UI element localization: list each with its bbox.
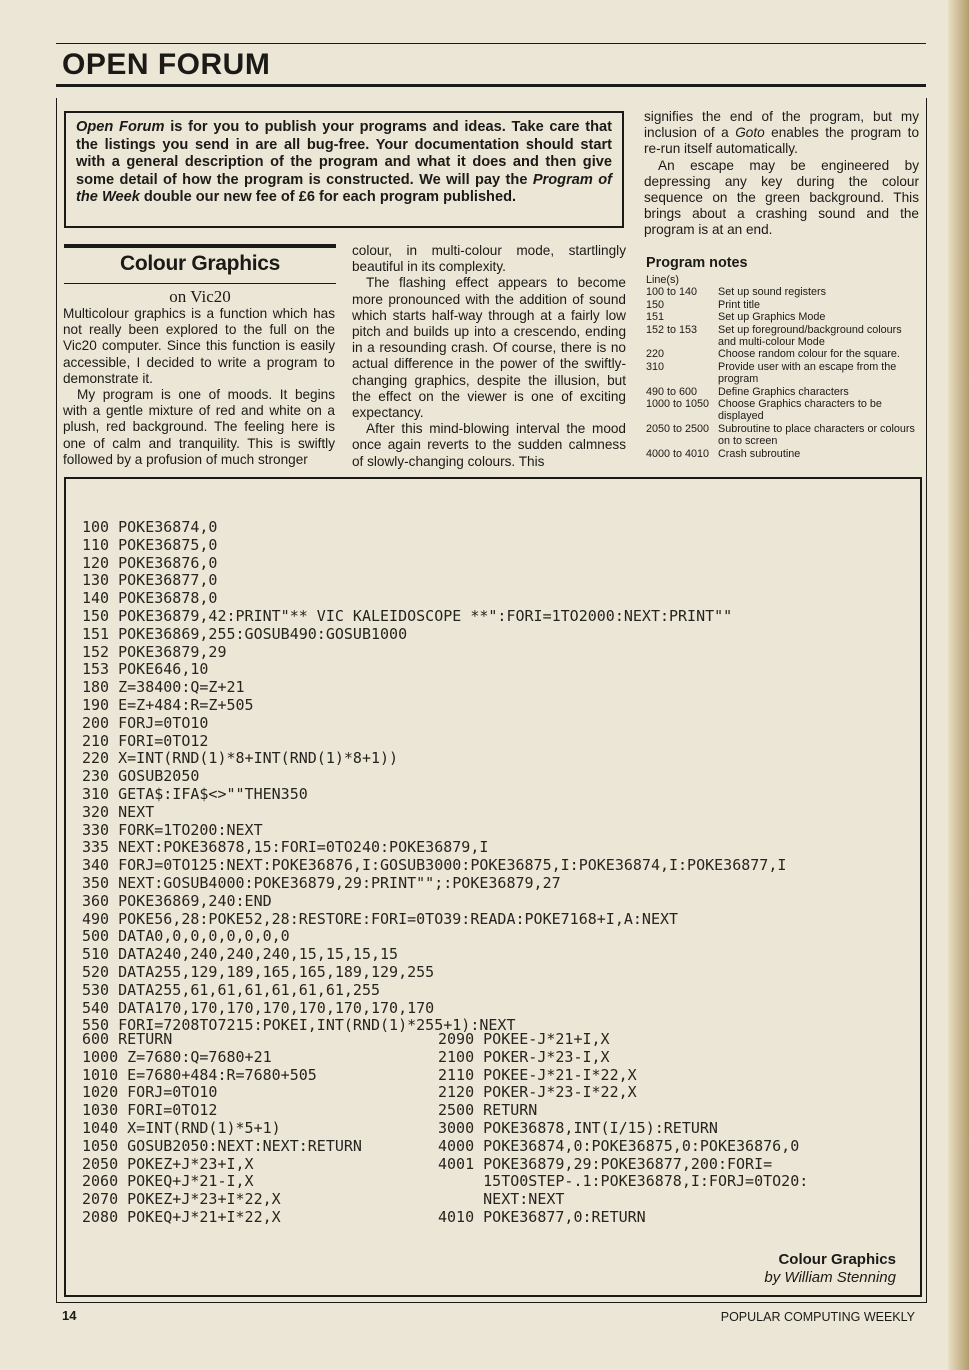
- article-column-3: [644, 109, 919, 239]
- article-column-2: [352, 243, 626, 470]
- notes-desc: Define Graphics characters: [718, 385, 849, 398]
- notes-row: [646, 286, 922, 298]
- top-rule: [56, 43, 926, 44]
- notes-row: [646, 299, 922, 311]
- frame-right: [926, 98, 927, 1303]
- section-title: OPEN FORUM: [62, 48, 271, 81]
- program-notes-table: [646, 274, 922, 460]
- intro-box: [64, 111, 624, 228]
- notes-lines: 310: [646, 360, 665, 373]
- paragraph: An escape may be engineered by depressing any key during the colour sequence on the green background. This brings about a crashing sound and the program is at an end.: [644, 157, 919, 238]
- frame-left: [56, 98, 57, 1303]
- paragraph: [644, 109, 919, 158]
- credit-title: Colour Graphics: [778, 1251, 896, 1268]
- paragraph: Multicolour graphics is a function which has not really been explored to the full on the Vic20 computer. Since this function is easily accessible, I decided to write a program to demonstrate it.: [63, 306, 335, 386]
- notes-desc: Set up foreground/background colours and multi-colour Mode: [718, 323, 902, 349]
- goto-keyword: Goto: [735, 125, 765, 141]
- publication-name: POPULAR COMPUTING WEEKLY: [720, 1310, 915, 1324]
- program-listing-box: [64, 477, 922, 1297]
- notes-header-row: [646, 274, 922, 286]
- notes-lines: 100 to 140: [646, 286, 698, 299]
- listing-right-column: 2090 POKEE-J*21+I,X 2100 POKER-J*23-I,X 2110 POKEE-J*21-I*22,X 2120 POKER-J*23-I*22,X 2500 RETURN 3000 POKE36878,INT(I/15):RETURN 4000 POKE36874,0:POKE36875,0:POKE36876,0 4001 POKE36879,29:POKE36877,200:FORI= 15TO0STEP-.1:POKE36878,I:FORJ=0TO20: NEXT:NEXT 4010 POKE36877,0:RETURN: [438, 1030, 809, 1226]
- notes-row: [646, 361, 922, 386]
- paragraph-text: signifies the end of the program, but my inclusion of a: [644, 109, 919, 141]
- page-edge: [948, 0, 969, 1370]
- notes-row: [646, 448, 922, 460]
- notes-lines: 220: [646, 348, 665, 361]
- notes-desc: Set up Graphics Mode: [718, 311, 826, 324]
- frame-bottom: [56, 1302, 927, 1303]
- article-credit: [700, 1251, 896, 1286]
- notes-desc: Crash subroutine: [718, 447, 801, 460]
- notes-lines: 4000 to 4010: [646, 447, 710, 460]
- article-title-underline: [64, 283, 336, 284]
- notes-row: [646, 348, 922, 360]
- page-number: 14: [62, 1308, 77, 1323]
- notes-lines: 152 to 153: [646, 323, 698, 336]
- listing-left-column: 600 RETURN 1000 Z=7680:Q=7680+21 1010 E=7680+484:R=7680+505 1020 FORJ=0TO10 1030 FORI=0TO12 1040 X=INT(RND(1)*5+1) 1050 GOSUB2050:NEXT:NEXT:RETURN 2050 POKEZ+J*23+I,X 2060 POKEQ+J*21-I,X 2070 POKEZ+J*23+I*22,X 2080 POKEQ+J*21+I*22,X: [82, 1030, 362, 1226]
- intro-text-end: double our new fee of £6 for each program published.: [139, 189, 517, 206]
- program-notes-heading: Program notes: [646, 255, 748, 271]
- notes-row: [646, 423, 922, 448]
- paragraph: After this mind-blowing interval the mood once again reverts to the sudden calmness of slowly-changing colours. This: [352, 421, 626, 469]
- notes-row: [646, 311, 922, 323]
- intro-lead: Open Forum: [76, 119, 165, 135]
- paragraph-text: enables the program to re-run itself automatically.: [644, 125, 919, 157]
- paragraph: My program is one of moods. It begins with a gentle mixture of red and white on a plush, red background. The feeling here is one of calm and tranquility. This is swiftly followed by a profusion of much stronger: [63, 387, 335, 467]
- notes-row: [646, 398, 922, 423]
- notes-desc: Provide user with an escape from the program: [718, 360, 897, 386]
- article-column-1: [63, 306, 335, 468]
- article-title-rule: [64, 244, 336, 248]
- notes-lines: 490 to 600: [646, 385, 698, 398]
- notes-desc: Print title: [718, 298, 761, 311]
- notes-desc: Choose Graphics characters to be displayed: [718, 398, 882, 423]
- notes-desc: Set up sound registers: [718, 286, 827, 299]
- intro-text: is for you to publish your programs and ideas. Take care that the listings you send in are all bug-free. Your documentation should start with a general description of the program and what it does and then give some detail of how the program is constructed. We will pay the: [76, 119, 612, 188]
- notes-lines: 2050 to 2500: [646, 422, 710, 435]
- paragraph: colour, in multi-colour mode, startlingly beautiful in its complexity.: [352, 243, 626, 275]
- listing-main: 100 POKE36874,0 110 POKE36875,0 120 POKE36876,0 130 POKE36877,0 140 POKE36878,0 150 POKE36879,42:PRINT"** VIC KALEIDOSCOPE **":FORI=1TO2000:NEXT:PRINT"" 151 POKE36869,255:GOSUB490:GOSUB1000 152 POKE36879,29 153 POKE646,10 180 Z=38400:Q=Z+21 190 E=Z+484:R=Z+505 200 FORJ=0TO10 210 FORI=0TO12 220 X=INT(RND(1)*8+INT(RND(1)*8+1)) 230 GOSUB2050 310 GETA$:IFA$<>""THEN350 320 NEXT 330 FORK=1TO200:NEXT 335 NEXT:POKE36878,15:FORI=0TO240:POKE36879,I 340 FORJ=0TO125:NEXT:POKE36876,I:GOSUB3000:POKE36875,I:POKE36874,I:POKE36877,I 350 NEXT:GOSUB4000:POKE36879,29:PRINT"";:POKE36879,27 360 POKE36869,240:END 490 POKE56,28:POKE52,28:RESTORE:FORI=0TO39:READA:POKE7168+I,A:NEXT 500 DATA0,0,0,0,0,0,0,0 510 DATA240,240,240,240,15,15,15,15 520 DATA255,129,189,165,165,189,129,255 530 DATA255,61,61,61,61,61,61,255 540 DATA170,170,170,170,170,170,170,170 550 FORI=7208TO7215:POKEI,INT(RND(1)*255+1):NEXT: [82, 518, 787, 1035]
- notes-desc: Subroutine to place characters or colours on to screen: [718, 422, 915, 448]
- notes-lines: 151: [646, 311, 665, 324]
- paragraph: The flashing effect appears to become more pronounced with the addition of sound which starts half-way through at a fairly low pitch and builds up into a crescendo, ending in a resounding crash. Of course, there is no actual difference in the power of the swiftly-changing graphics, despite the illusion, but the effect on the viewer is one of exciting expectancy.: [352, 275, 626, 421]
- credit-author: by William Stenning: [764, 1268, 896, 1286]
- notes-row: [646, 386, 922, 398]
- notes-lines: 1000 to 1050: [646, 398, 710, 411]
- article-title: Colour Graphics: [119, 252, 281, 275]
- notes-column-label: Line(s): [646, 274, 680, 286]
- notes-desc: Choose random colour for the square.: [718, 348, 900, 361]
- notes-lines: 150: [646, 298, 665, 311]
- article-subtitle: on Vic20: [169, 287, 231, 306]
- header-rule: [56, 84, 926, 87]
- notes-row: [646, 324, 922, 349]
- intro-emphasis: Program of the Week: [76, 171, 613, 206]
